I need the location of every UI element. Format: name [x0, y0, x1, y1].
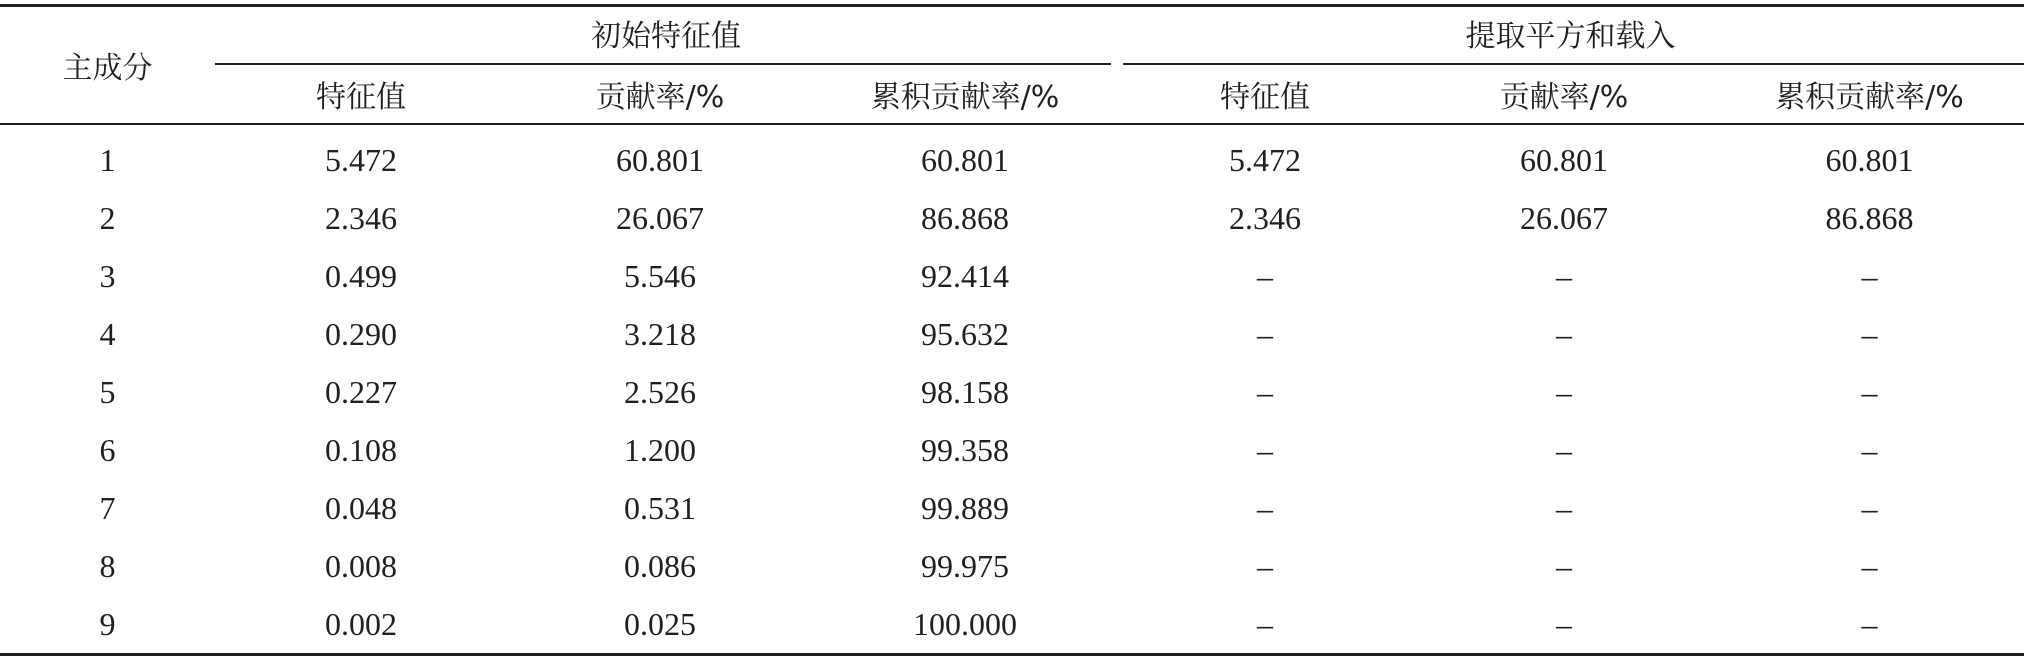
cell-extracted-eigenvalue: –: [1257, 257, 1273, 294]
cell-component: 3: [99, 257, 116, 294]
cell-extracted-eigenvalue: –: [1257, 373, 1273, 410]
table-row: [0, 363, 2024, 421]
header-group-extraction-sums: [1117, 6, 2024, 66]
cell-extracted-contribution: –: [1556, 315, 1572, 352]
cell-initial-eigenvalue: 0.499: [325, 257, 397, 294]
principal-component-table: [0, 4, 2024, 656]
table-row: [0, 247, 2024, 305]
header-extracted-contribution: 贡献率/%: [1413, 65, 1715, 124]
cell-initial-cumulative: 60.801: [921, 141, 1009, 178]
header-initial-eigenvalue: 特征值: [215, 65, 507, 124]
cell-initial-contribution: 2.526: [624, 373, 696, 410]
cell-extracted-eigenvalue: –: [1257, 489, 1273, 526]
cell-initial-cumulative: 100.000: [813, 595, 1117, 655]
cell-component: 9: [0, 595, 215, 655]
cell-extracted-cumulative: –: [1861, 373, 1878, 410]
cell-extracted-cumulative: 60.801: [1825, 141, 1914, 178]
cell-component: 4: [99, 315, 116, 352]
cell-initial-cumulative: 99.975: [921, 547, 1009, 584]
cell-extracted-contribution: –: [1556, 547, 1572, 584]
cell-extracted-eigenvalue: –: [1257, 431, 1273, 468]
cell-initial-cumulative: 99.889: [921, 489, 1009, 526]
cell-initial-eigenvalue: 2.346: [325, 199, 397, 236]
cell-extracted-cumulative: –: [1861, 489, 1878, 526]
header-group-initial-label: 初始特征值: [591, 19, 741, 54]
cell-initial-cumulative: 95.632: [921, 315, 1009, 352]
header-extracted-cumulative: 累积贡献率/%: [1715, 65, 2024, 124]
cell-initial-eigenvalue: 0.008: [325, 547, 397, 584]
cell-extracted-contribution: –: [1556, 257, 1572, 294]
header-group-extraction-label: 提取平方和载入: [1465, 19, 1676, 54]
cell-extracted-contribution: –: [1556, 489, 1572, 526]
header-row-groups: [0, 6, 2024, 66]
cell-component: 7: [99, 489, 116, 526]
cell-initial-contribution: 0.025: [507, 595, 813, 655]
table-row: [0, 305, 2024, 363]
cell-component: 2: [99, 199, 116, 236]
header-extracted-eigenvalue: 特征值: [1117, 65, 1413, 124]
cell-extracted-eigenvalue: –: [1257, 315, 1273, 352]
cell-extracted-eigenvalue: 5.472: [1229, 141, 1301, 178]
header-initial-contribution: 贡献率/%: [507, 65, 813, 124]
cell-initial-eigenvalue: 0.290: [325, 315, 397, 352]
cell-extracted-contribution: –: [1413, 595, 1715, 655]
cell-initial-eigenvalue: 5.472: [325, 141, 397, 178]
cell-extracted-eigenvalue: 2.346: [1229, 199, 1301, 236]
header-row-columns: [0, 65, 2024, 124]
cell-extracted-contribution: 26.067: [1520, 199, 1608, 236]
cell-initial-cumulative: 86.868: [921, 199, 1009, 236]
header-group-initial-eigenvalues: [215, 6, 1117, 66]
header-component: 主成分: [0, 6, 215, 125]
cell-extracted-eigenvalue: –: [1257, 547, 1273, 584]
cell-extracted-cumulative: –: [1715, 595, 2024, 655]
cell-initial-contribution: 5.546: [624, 257, 696, 294]
cell-component: 1: [99, 141, 116, 178]
cell-initial-contribution: 0.531: [624, 489, 696, 526]
cell-initial-contribution: 60.801: [616, 141, 704, 178]
cell-extracted-cumulative: –: [1861, 431, 1878, 468]
cell-initial-eigenvalue: 0.227: [325, 373, 397, 410]
cell-extracted-contribution: –: [1556, 431, 1572, 468]
cell-extracted-contribution: –: [1556, 373, 1572, 410]
table-row: [0, 595, 2024, 655]
cell-initial-eigenvalue: 0.048: [325, 489, 397, 526]
table-row: [0, 421, 2024, 479]
table-body: [0, 124, 2024, 655]
cell-initial-contribution: 3.218: [624, 315, 696, 352]
cell-extracted-cumulative: 86.868: [1825, 199, 1914, 236]
table-row: [0, 124, 2024, 189]
cell-initial-cumulative: 92.414: [921, 257, 1009, 294]
cell-initial-contribution: 0.086: [624, 547, 696, 584]
header-initial-cumulative: 累积贡献率/%: [813, 65, 1117, 124]
cell-initial-eigenvalue: 0.002: [215, 595, 507, 655]
cell-extracted-eigenvalue: –: [1117, 595, 1413, 655]
cell-initial-cumulative: 98.158: [921, 373, 1009, 410]
cell-extracted-cumulative: –: [1861, 547, 1878, 584]
table-header: [0, 6, 2024, 125]
cell-initial-cumulative: 99.358: [921, 431, 1009, 468]
table-row: [0, 189, 2024, 247]
cell-initial-eigenvalue: 0.108: [325, 431, 397, 468]
cell-initial-contribution: 26.067: [616, 199, 704, 236]
table-row: [0, 479, 2024, 537]
cell-component: 6: [99, 431, 116, 468]
cell-initial-contribution: 1.200: [624, 431, 696, 468]
cell-extracted-contribution: 60.801: [1520, 141, 1608, 178]
cell-component: 5: [99, 373, 116, 410]
table-row: [0, 537, 2024, 595]
cell-extracted-cumulative: –: [1861, 257, 1878, 294]
cell-extracted-cumulative: –: [1861, 315, 1878, 352]
cell-component: 8: [99, 547, 116, 584]
